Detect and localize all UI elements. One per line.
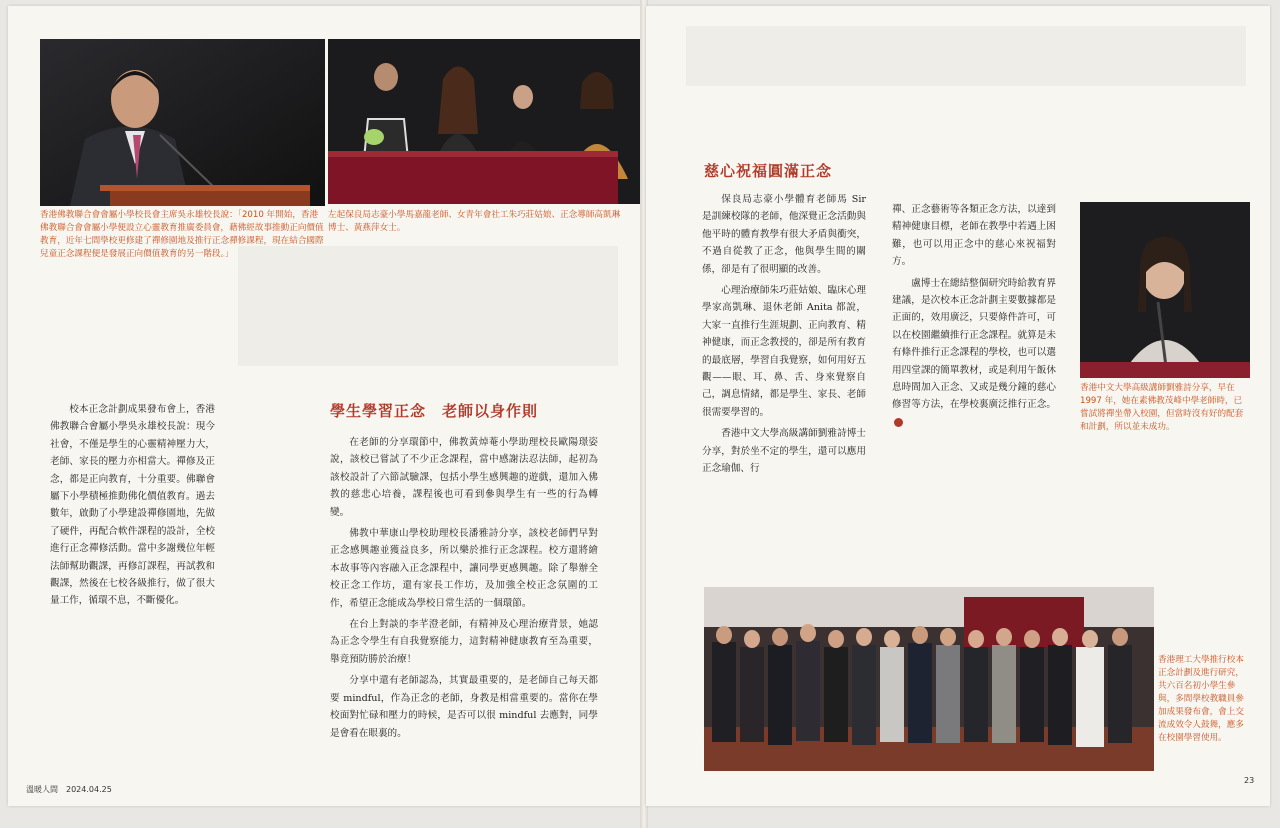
right-c1-paragraph-3: 香港中文大學高級講師劉雅詩博士分享，對於坐不定的學生，還可以應用正念瑜伽、行 — [702, 428, 866, 475]
lecturer-photo-image — [1080, 202, 1250, 378]
right-c2-paragraph-2 — [892, 275, 1056, 432]
left-paragraph-1: 在老師的分享環節中，佛教黃焯菴小學助理校長歐陽璟姿說，該校已嘗試了不少正念課程，當中感謝法忍法師，起初為該校設計了六節試驗課，包括小學生感興趣的遊戲，還加入佛教的慈悲心培養，課程後也可看到參與學生有一些的行為轉變。 — [330, 437, 598, 518]
intro-paragraph: 校本正念計劃成果發布會上，香港佛教聯合會屬小學吳永雄校長說：現今社會，不僅是學生的心靈精神壓力大，老師、家長的壓力亦相當大。禪修及正念，都是正向教育，十分重要。佛聯會屬下小學積極推動佛化價值教育。過去數年，啟動了小學建設禪修園地，先做了硬件，再配合軟件課程的設計，全校進行正念禪修活動。當中多謝幾位年輕法師幫助觀課，再修訂課程，再試教和觀課，然後在七校各級推行，做了很大量工作，循環不息，不斷優化。 — [50, 404, 215, 607]
speaker-photo — [40, 39, 325, 206]
right-c1-paragraph-1: 保良局志豪小學體育老師馬 Sir 是訓練校隊的老師，他深覺正念活動與他平時的體育教學有很大矛盾與衝突，不過自從教了正念，他與學生間的關係，卻是有了很明顯的改善。 — [702, 194, 866, 275]
left-page — [8, 6, 642, 806]
group-photo — [704, 587, 1154, 771]
left-paragraph-2: 佛教中華康山學校助理校長潘雅詩分享，該校老師們早對正念感興趣並獲益良多，所以樂於推行正念課程。校方還將繪本故事等內容融入正念課程中，讓同學更感興趣。除了舉辦全校正念工作坊，還有家長工作坊，及加強全校正念氛圍的工作，希望正念能成為學校日常生活的一個環節。 — [330, 528, 598, 609]
left-section-heading: 學生學習正念 老師以身作則 — [330, 402, 539, 420]
right-c2-paragraph-1: 禪、正念藝術等各類正念方法，以達到精神健康目標，老師在教學中若遇上困難，也可以用正念中的慈心來祝福對方。 — [892, 204, 1056, 268]
panel-caption: 左起保良局志豪小學馬嘉龍老師、女青年會社工朱巧莊姑娘、正念導師高凱琳博士、黃燕萍女士。 — [328, 210, 621, 233]
left-paragraph-3: 在台上對談的李芊澄老師，有精神及心理治療背景，她認為正念令學生有自我覺察能力，這對精神健康教育至為重要，舉竟預防勝於治療！ — [330, 619, 598, 665]
left-paragraph-4: 分享中還有老師認為，其實最重要的，是老師自己每天都要 mindful，作為正念的老師，身教是相當重要的。當你在學校面對忙碌和壓力的時候，是否可以很 mindful 去應對，同學是會看在眼裏的。 — [330, 675, 598, 739]
panel-photo — [328, 39, 642, 204]
lecturer-caption: 香港中文大學高級講師劉雅詩分享，早在 1997 年，她在素佛教茂峰中學老師時，已嘗試將禪坐帶入校園，但當時沒有好的配套和計劃，所以並未成功。 — [1080, 383, 1244, 432]
panel-photo-image — [328, 39, 642, 204]
right-column-2 — [892, 201, 1056, 431]
right-column-1 — [702, 191, 866, 478]
group-caption: 香港理工大學推行校本正念計劃及進行研究，共六百名初小學生參與，多間學校教職員參加成果發布會，會上交流成效令人鼓舞，應多在校園學習使用。 — [1158, 655, 1244, 743]
group-photo-image — [704, 587, 1154, 771]
bleed-through — [238, 246, 618, 366]
end-mark-icon — [894, 418, 903, 427]
right-c2-paragraph-2-text: 盧博士在總結整個研究時給教育界建議，是次校本正念計劃主要數據都是正面的，效用廣泛，只要條件許可，可以在校園繼續推行正念課程。就算是未有條件推行正念課程的學校，也可以選用四堂課的簡單教材，或是利用午飯休息時間加入正念、又或是幾分鐘的慈心修習等方法，在學校裏廣泛推行正念。 — [892, 277, 1056, 411]
bleed-through — [686, 26, 1246, 86]
page-number: 23 — [1244, 776, 1255, 785]
right-page — [646, 6, 1270, 806]
magazine-footer: 溫暖人間 2024.04.25 — [26, 785, 112, 794]
right-section-heading: 慈心祝福圓滿正念 — [704, 162, 833, 180]
speaker-caption: 香港佛教聯合會會屬小學校長會主席吳永雄校長說：「2010 年開始，香港佛教聯合會會屬小學便設立心靈教育推廣委員會，藉佛經故事推動正向價值教育，近年七間學校更修建了禪修園地及推行正念禪修課程，現在結合國際兒童正念課程便是發展正向價值教育的另一階段。」 — [40, 210, 324, 259]
speaker-photo-image — [40, 39, 325, 206]
intro-column — [50, 401, 215, 610]
right-c1-paragraph-2: 心理治療師朱巧莊姑娘、臨床心理學家高凱琳、退休老師 Anita 都說，大家一直推行生涯規劃、正向教育、精神健康，而正念教授的，卻是所有教育的最底層，學習自我覺察，如何用好五觀——眼、耳、鼻、舌、身來覺察自己，調息情緒，都是學生、家長、老師很需要學習的。 — [702, 285, 866, 418]
lecturer-photo — [1080, 202, 1250, 378]
left-main-column — [330, 434, 598, 742]
